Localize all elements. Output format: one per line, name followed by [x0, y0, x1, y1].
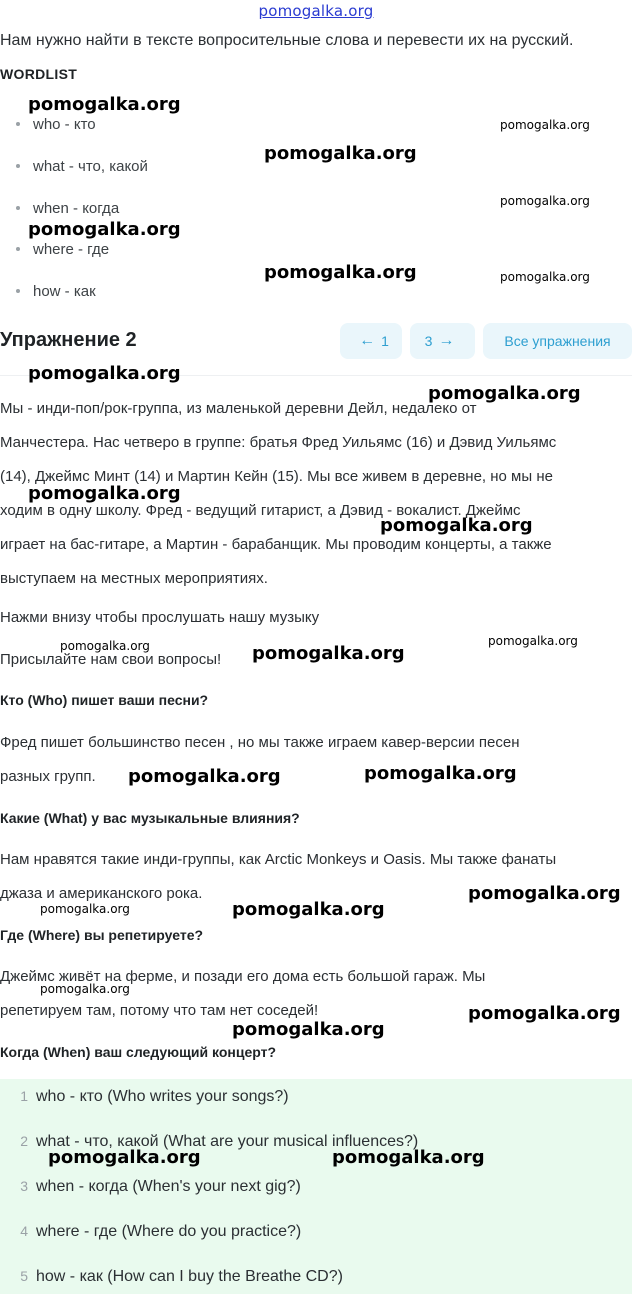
answer-text: what - что, какой (What are your musical influences?): [36, 1133, 419, 1150]
wordlist-item-text: what - что, какой: [33, 158, 148, 175]
watermark: pomogalka.org: [488, 634, 578, 648]
answer-text: who - кто (Who writes your songs?): [36, 1088, 289, 1105]
watermark: pomogalka.org: [264, 143, 417, 164]
prev-exercise-button[interactable]: [340, 323, 402, 359]
text-line: Манчестера. Нас четверо в группе: братья Фред Уильямс (16) и Дэвид Уильямс: [0, 434, 557, 451]
watermark: pomogalka.org: [428, 383, 581, 404]
text-line: Присылайте нам свои вопросы!: [0, 651, 222, 668]
answer-item: [0, 1088, 632, 1106]
watermark: pomogalka.org: [28, 94, 181, 115]
watermark: pomogalka.org: [468, 883, 621, 904]
prev-exercise-label: 1: [381, 333, 389, 349]
question-what: Какие (What) у вас музыкальные влияния?: [0, 810, 300, 826]
watermark: pomogalka.org: [380, 515, 533, 536]
watermark: pomogalka.org: [40, 982, 130, 996]
text-line: Фред пишет большинство песен , но мы также играем кавер-версии песен: [0, 734, 520, 751]
answer-item: [0, 1268, 632, 1286]
wordlist-item: [16, 158, 148, 175]
answer-who: [0, 726, 632, 794]
answer-number: 2: [20, 1133, 28, 1149]
watermark: pomogalka.org: [364, 763, 517, 784]
bullet-icon: [16, 164, 20, 168]
text-line: (14), Джеймс Минт (14) и Мартин Кейн (15). Мы все живем в деревне, но мы не: [0, 468, 553, 485]
wordlist-item: [16, 200, 119, 217]
wordlist-item-text: where - где: [33, 241, 110, 258]
wordlist-item-text: who - кто: [33, 116, 96, 133]
wordlist-item: [16, 116, 96, 133]
question-where: Где (Where) вы репетируете?: [0, 927, 204, 943]
watermark: pomogalka.org: [264, 262, 417, 283]
watermark: pomogalka.org: [332, 1147, 485, 1168]
answer-text: how - как (How can I buy the Breathe CD?): [36, 1268, 343, 1285]
bullet-icon: [16, 206, 20, 210]
bullet-icon: [16, 247, 20, 251]
text-line: ходим в одну школу. Фред - ведущий гитарист, а Дэвид - вокалист. Джеймс: [0, 502, 521, 519]
answer-number: 3: [20, 1178, 28, 1194]
watermark: pomogalka.org: [232, 899, 385, 920]
text-line: Нажми внизу чтобы прослушать нашу музыку: [0, 609, 320, 626]
arrow-left-icon: ←: [359, 332, 376, 349]
exercise-title: Упражнение 2: [0, 329, 137, 351]
watermark: pomogalka.org: [60, 639, 150, 653]
wordlist-item-text: how - как: [33, 283, 96, 300]
text-line: разных групп.: [0, 768, 96, 785]
next-exercise-label: 3: [424, 333, 433, 349]
answer-text: where - где (Where do you practice?): [36, 1223, 302, 1240]
answer-number: 4: [20, 1223, 28, 1239]
text-line: Мы - инди-поп/рок-группа, из маленькой деревни Дейл, недалеко от: [0, 400, 477, 417]
arrow-right-icon: →: [438, 332, 455, 349]
text-line: Нам нравятся такие инди-группы, как Arctic Monkeys и Oasis. Мы также фанаты: [0, 851, 557, 868]
watermark: pomogalka.org: [500, 194, 590, 208]
all-exercises-button[interactable]: [483, 323, 632, 359]
answer-number: 1: [20, 1088, 28, 1104]
next-exercise-button[interactable]: [410, 323, 475, 359]
wordlist-title: WORDLIST: [0, 66, 78, 82]
watermark: pomogalka.org: [500, 118, 590, 132]
text-line: играет на бас-гитаре, а Мартин - барабанщик. Мы проводим концерты, а также: [0, 536, 552, 553]
bullet-icon: [16, 122, 20, 126]
text-line: Джеймс живёт на ферме, и позади его дома есть большой гараж. Мы: [0, 968, 486, 985]
site-header-link[interactable]: pomogalka.org: [258, 2, 374, 20]
watermark: pomogalka.org: [28, 219, 181, 240]
text-line: джаза и американского рока.: [0, 885, 203, 902]
all-exercises-label: Все упражнения: [504, 333, 611, 349]
watermark: pomogalka.org: [48, 1147, 201, 1168]
watermark: pomogalka.org: [128, 766, 281, 787]
answer-text: when - когда (When's your next gig?): [36, 1178, 301, 1195]
question-who: Кто (Who) пишет ваши песни?: [0, 692, 209, 708]
bullet-icon: [16, 289, 20, 293]
text-line: репетируем там, потому что там нет соседей!: [0, 1002, 319, 1019]
watermark: pomogalka.org: [252, 643, 405, 664]
paragraph-listen: [0, 601, 632, 635]
task-intro: Нам нужно найти в тексте вопросительные слова и перевести их на русский.: [0, 32, 574, 49]
watermark: pomogalka.org: [28, 363, 181, 384]
watermark: pomogalka.org: [468, 1003, 621, 1024]
wordlist-item: [16, 283, 96, 300]
answer-item: [0, 1178, 632, 1196]
watermark: pomogalka.org: [232, 1019, 385, 1040]
answer-item: [0, 1223, 632, 1241]
watermark: pomogalka.org: [28, 483, 181, 504]
wordlist-item: [16, 241, 109, 258]
wordlist-item-text: when - когда: [33, 200, 120, 217]
watermark: pomogalka.org: [40, 902, 130, 916]
question-when: Когда (When) ваш следующий концерт?: [0, 1044, 277, 1060]
text-line: выступаем на местных мероприятиях.: [0, 570, 268, 587]
watermark: pomogalka.org: [500, 270, 590, 284]
answer-number: 5: [20, 1268, 28, 1284]
